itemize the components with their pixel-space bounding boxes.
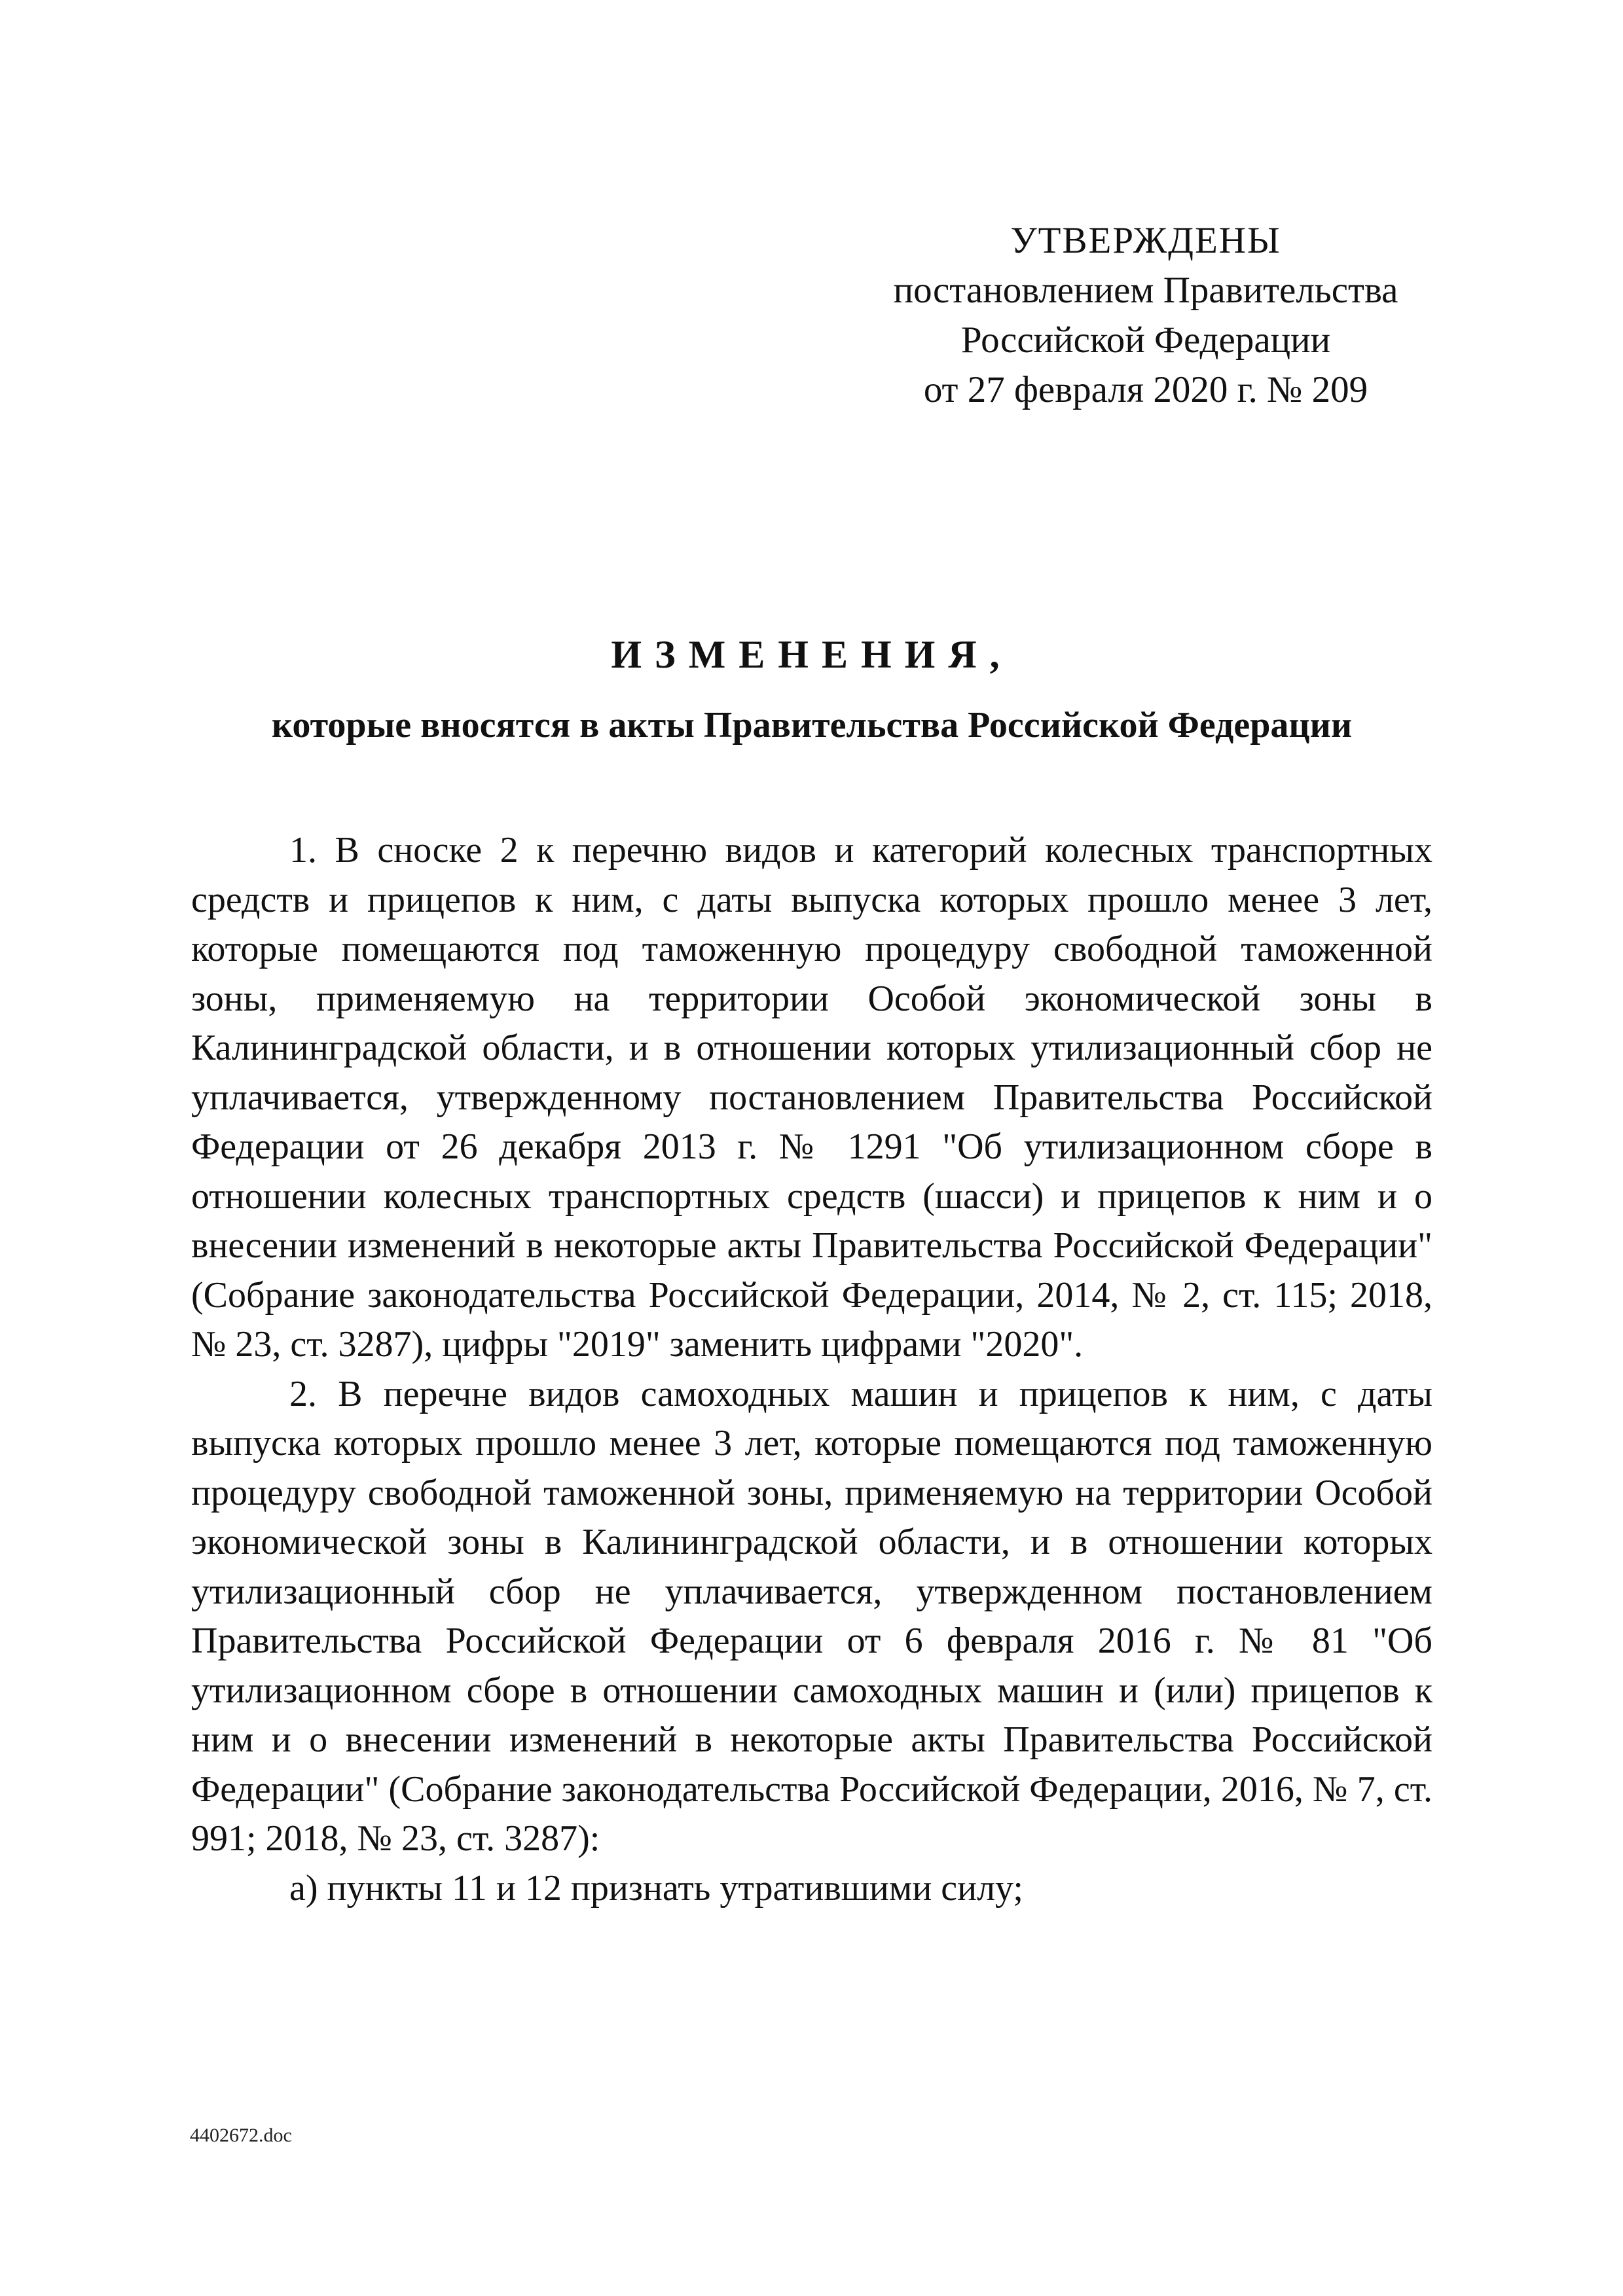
approval-block — [851, 216, 1440, 415]
approval-line-2: Российской Федерации — [960, 319, 1331, 361]
approval-line-1: постановлением Правительства — [893, 270, 1398, 311]
document-file-code: 4402672.doc — [190, 2125, 292, 2146]
approval-title: УТВЕРЖДЕНЫ — [1010, 220, 1281, 261]
document-subtitle: которые вносятся в акты Правительства Российской Федерации — [271, 705, 1353, 745]
approval-line-3: от 27 февраля 2020 г. № 209 — [923, 369, 1368, 410]
document-body — [191, 826, 1432, 1913]
paragraph-2: 2. В перечне видов самоходных машин и прицепов к ним, с даты выпуска которых прошло менее 3 лет, которые помещаются под таможенную процедуру свободной таможенной зоны, применяемую на территории Особой экономической зоны в Калининградской области, и в отношении которых утилизационный сбор не уплачивается, утвержденном постановлением Правительства Российской Федерации от 6 февраля 2016 г. № 81 "Об утилизационном сборе в отношении самоходных машин и (или) прицепов к ним и о внесении изменений в некоторые акты Правительства Российской Федерации" (Собрание законодательства Российской Федерации, 2016, № 7, ст. 991; 2018, № 23, ст. 3287): — [191, 1373, 1432, 1859]
paragraph-2a: а) пункты 11 и 12 признать утратившими силу; — [289, 1867, 1023, 1909]
document-heading — [190, 628, 1434, 750]
document-title: ИЗМЕНЕНИЯ, — [611, 633, 1013, 676]
paragraph-1: 1. В сноске 2 к перечню видов и категорий колесных транспортных средств и прицепов к ним, с даты выпуска которых прошло менее 3 лет, которые помещаются под таможенную процедуру свободной таможенной зоны, применяемую на территории Особой экономической зоны в Калининградской области, и в отношении которых утилизационный сбор не уплачивается, утвержденному постановлением Правительства Российской Федерации от 26 декабря 2013 г. № 1291 "Об утилизационном сборе в отношении колесных транспортных средств (шасси) и прицепов к ним и о внесении изменений в некоторые акты Правительства Российской Федерации" (Собрание законодательства Российской Федерации, 2014, № 2, ст. 115; 2018, № 23, ст. 3287), цифры "2019" заменить цифрами "2020". — [191, 830, 1432, 1365]
